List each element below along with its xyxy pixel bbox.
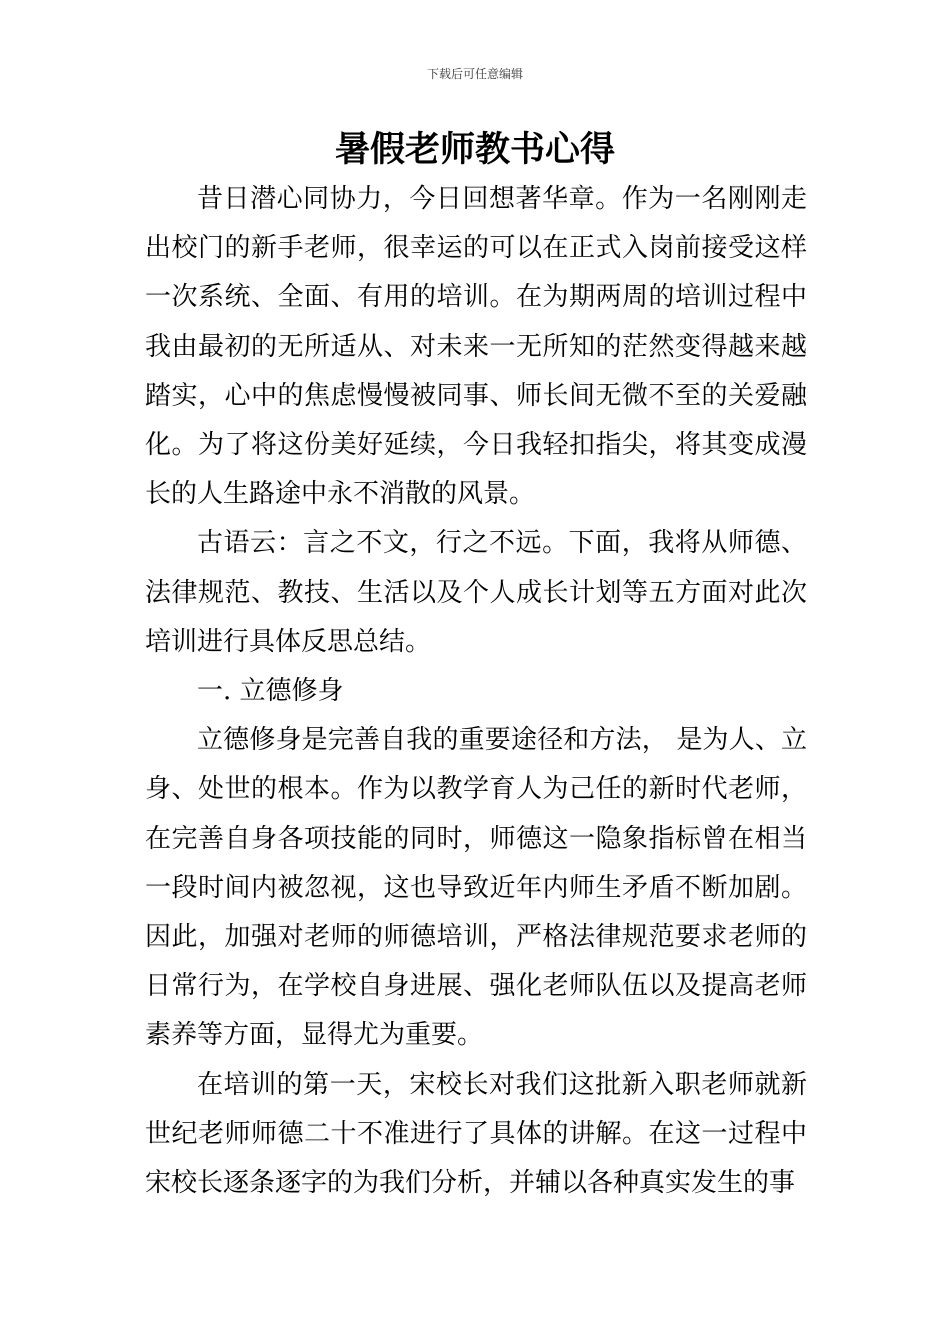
paragraph-ethics: 立德修身是完善自我的重要途径和方法， 是为人、立身、处世的根本。作为以教学育人为己任的新时代老师，在完善自身各项技能的同时，师德这一隐象指标曾在相当一段时间内被忽视，这也导致近年内师生矛盾不断加剧。因此，加强对老师的师德培训，严格法律规范要求老师的日常行为，在学校自身进展、强化老师队伍以及提高老师素养等方面，显得尤为重要。 — [145, 725, 807, 1051]
section-heading: 一. 立德修身 — [197, 676, 344, 707]
paragraph-intro: 昔日潜心同协力，今日回想著华章。作为一名刚刚走出校门的新手老师，很幸运的可以在正式入岗前接受这样一次系统、全面、有用的培训。在为期两周的培训过程中我由最初的无所适从、对未来一无所知的茫然变得越来越踏实，心中的焦虑慢慢被同事、师长间无微不至的关爱融化。为了将这份美好延续，今日我轻扣指尖，将其变成漫长的人生路途中永不消散的风景。 — [145, 184, 807, 510]
paragraph-overview: 古语云：言之不文，行之不远。下面，我将从师德、法律规范、教技、生活以及个人成长计划等五方面对此次培训进行具体反思总结。 — [145, 528, 807, 657]
paragraph-first-day: 在培训的第一天，宋校长对我们这批新入职老师就新世纪老师师德二十不准进行了具体的讲解。在这一过程中宋校长逐条逐字的为我们分析，并辅以各种真实发生的事 — [145, 1069, 807, 1199]
document-body — [145, 175, 807, 1208]
document-title: 暑假老师教书心得 — [334, 130, 615, 170]
header-note: 下载后可任意编辑 — [426, 67, 523, 81]
